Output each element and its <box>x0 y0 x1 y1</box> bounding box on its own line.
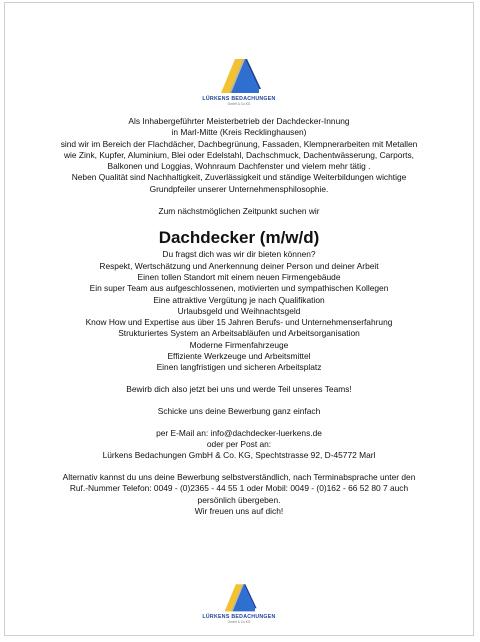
alternative-line: Alternativ kannst du uns deine Bewerbung selbstverständlich, nach Terminabsprache unter den <box>62 472 416 483</box>
benefit-item: Effiziente Werkzeuge und Arbeitsmittel <box>167 351 311 362</box>
intro-line: Neben Qualität sind Nachhaltigkeit, Zuverlässigkeit und ständige Weiterbildungen wichtige <box>71 172 407 183</box>
search-line: Zum nächstmöglichen Zeitpunkt suchen wir <box>158 205 320 216</box>
logo-sub-text: GmbH & Co.KG <box>227 102 251 106</box>
benefits-intro: Du fragst dich was wir dir bieten können? <box>162 249 316 260</box>
apply-simple: Schicke uns deine Bewerbung ganz einfach <box>157 405 321 416</box>
benefit-item: Ein super Team aus aufgeschlossenen, motivierten und sympathischen Kollegen <box>89 283 389 294</box>
benefit-item: Moderne Firmenfahrzeuge <box>189 339 289 350</box>
contact-address: Lürkens Bedachungen GmbH & Co. KG, Spechtstrasse 92, D-45772 Marl <box>102 450 376 461</box>
benefit-item: Strukturiertes System an Arbeitsabläufen und Arbeitsorganisation <box>118 328 360 339</box>
roof-logo-icon <box>215 581 263 613</box>
apply-call: Bewirb dich also jetzt bei uns und werde Teil unseres Teams! <box>126 384 352 395</box>
benefit-item: Urlaubsgeld und Weihnachtsgeld <box>177 305 301 316</box>
logo-brand-text: LÜRKENS BEDACHUNGEN <box>202 614 276 620</box>
benefit-item: Know How und Expertise aus über 15 Jahren Berufs- und Unternehmenserfahrung <box>85 317 393 328</box>
alternative-line: persönlich übergeben. <box>197 494 281 505</box>
closing-line: Wir freuen uns auf dich! <box>194 506 284 517</box>
intro-line: wie Zink, Kupfer, Aluminium, Blei oder Edelstahl, Dachschmuck, Dachentwässerung, Carports, <box>63 149 415 160</box>
intro-line: in Marl-Mitte (Kreis Recklinghausen) <box>171 127 307 138</box>
job-title: Dachdecker (m/w/d) <box>158 228 320 248</box>
contact-email: per E-Mail an: info@dachdecker-luerkens.de <box>156 427 322 438</box>
benefit-item: Einen tollen Standort mit einem neuen Firmengebäude <box>137 271 341 282</box>
job-posting-page <box>4 2 474 636</box>
intro-line: Balkonen und Loggias, Wohnraum Dachfenster und vielem mehr tätig . <box>107 161 371 172</box>
intro-line: Als Inhabergeführter Meisterbetrieb der Dachdecker-Innung <box>128 116 350 126</box>
roof-logo-icon <box>209 55 269 95</box>
company-logo-bottom <box>5 581 473 624</box>
logo-sub-text: GmbH & Co.KG <box>227 620 251 624</box>
benefit-item: Eine attraktive Vergütung je nach Qualifikation <box>153 294 325 305</box>
contact-post-label: oder per Post an: <box>206 439 272 450</box>
posting-content <box>23 116 455 517</box>
logo-brand-text: LÜRKENS BEDACHUNGEN <box>202 96 276 102</box>
benefit-item: Einen langfristigen und sicheren Arbeitsplatz <box>156 362 322 373</box>
company-logo-top <box>5 55 473 106</box>
benefit-item: Respekt, Wertschätzung und Anerkennung deiner Person und deiner Arbeit <box>99 260 379 271</box>
intro-line: Grundpfeiler unserer Unternehmensphilosophie. <box>149 183 329 194</box>
intro-line: sind wir im Bereich der Flachdächer, Dachbegrünung, Fassaden, Klempnerarbeiten mit Metallen <box>60 138 418 149</box>
alternative-line: Ruf.-Nummer Telefon: 0049 - (0)2365 - 44 55 1 oder Mobil: 0049 - (0)162 - 66 52 80 7 auch <box>69 483 409 494</box>
